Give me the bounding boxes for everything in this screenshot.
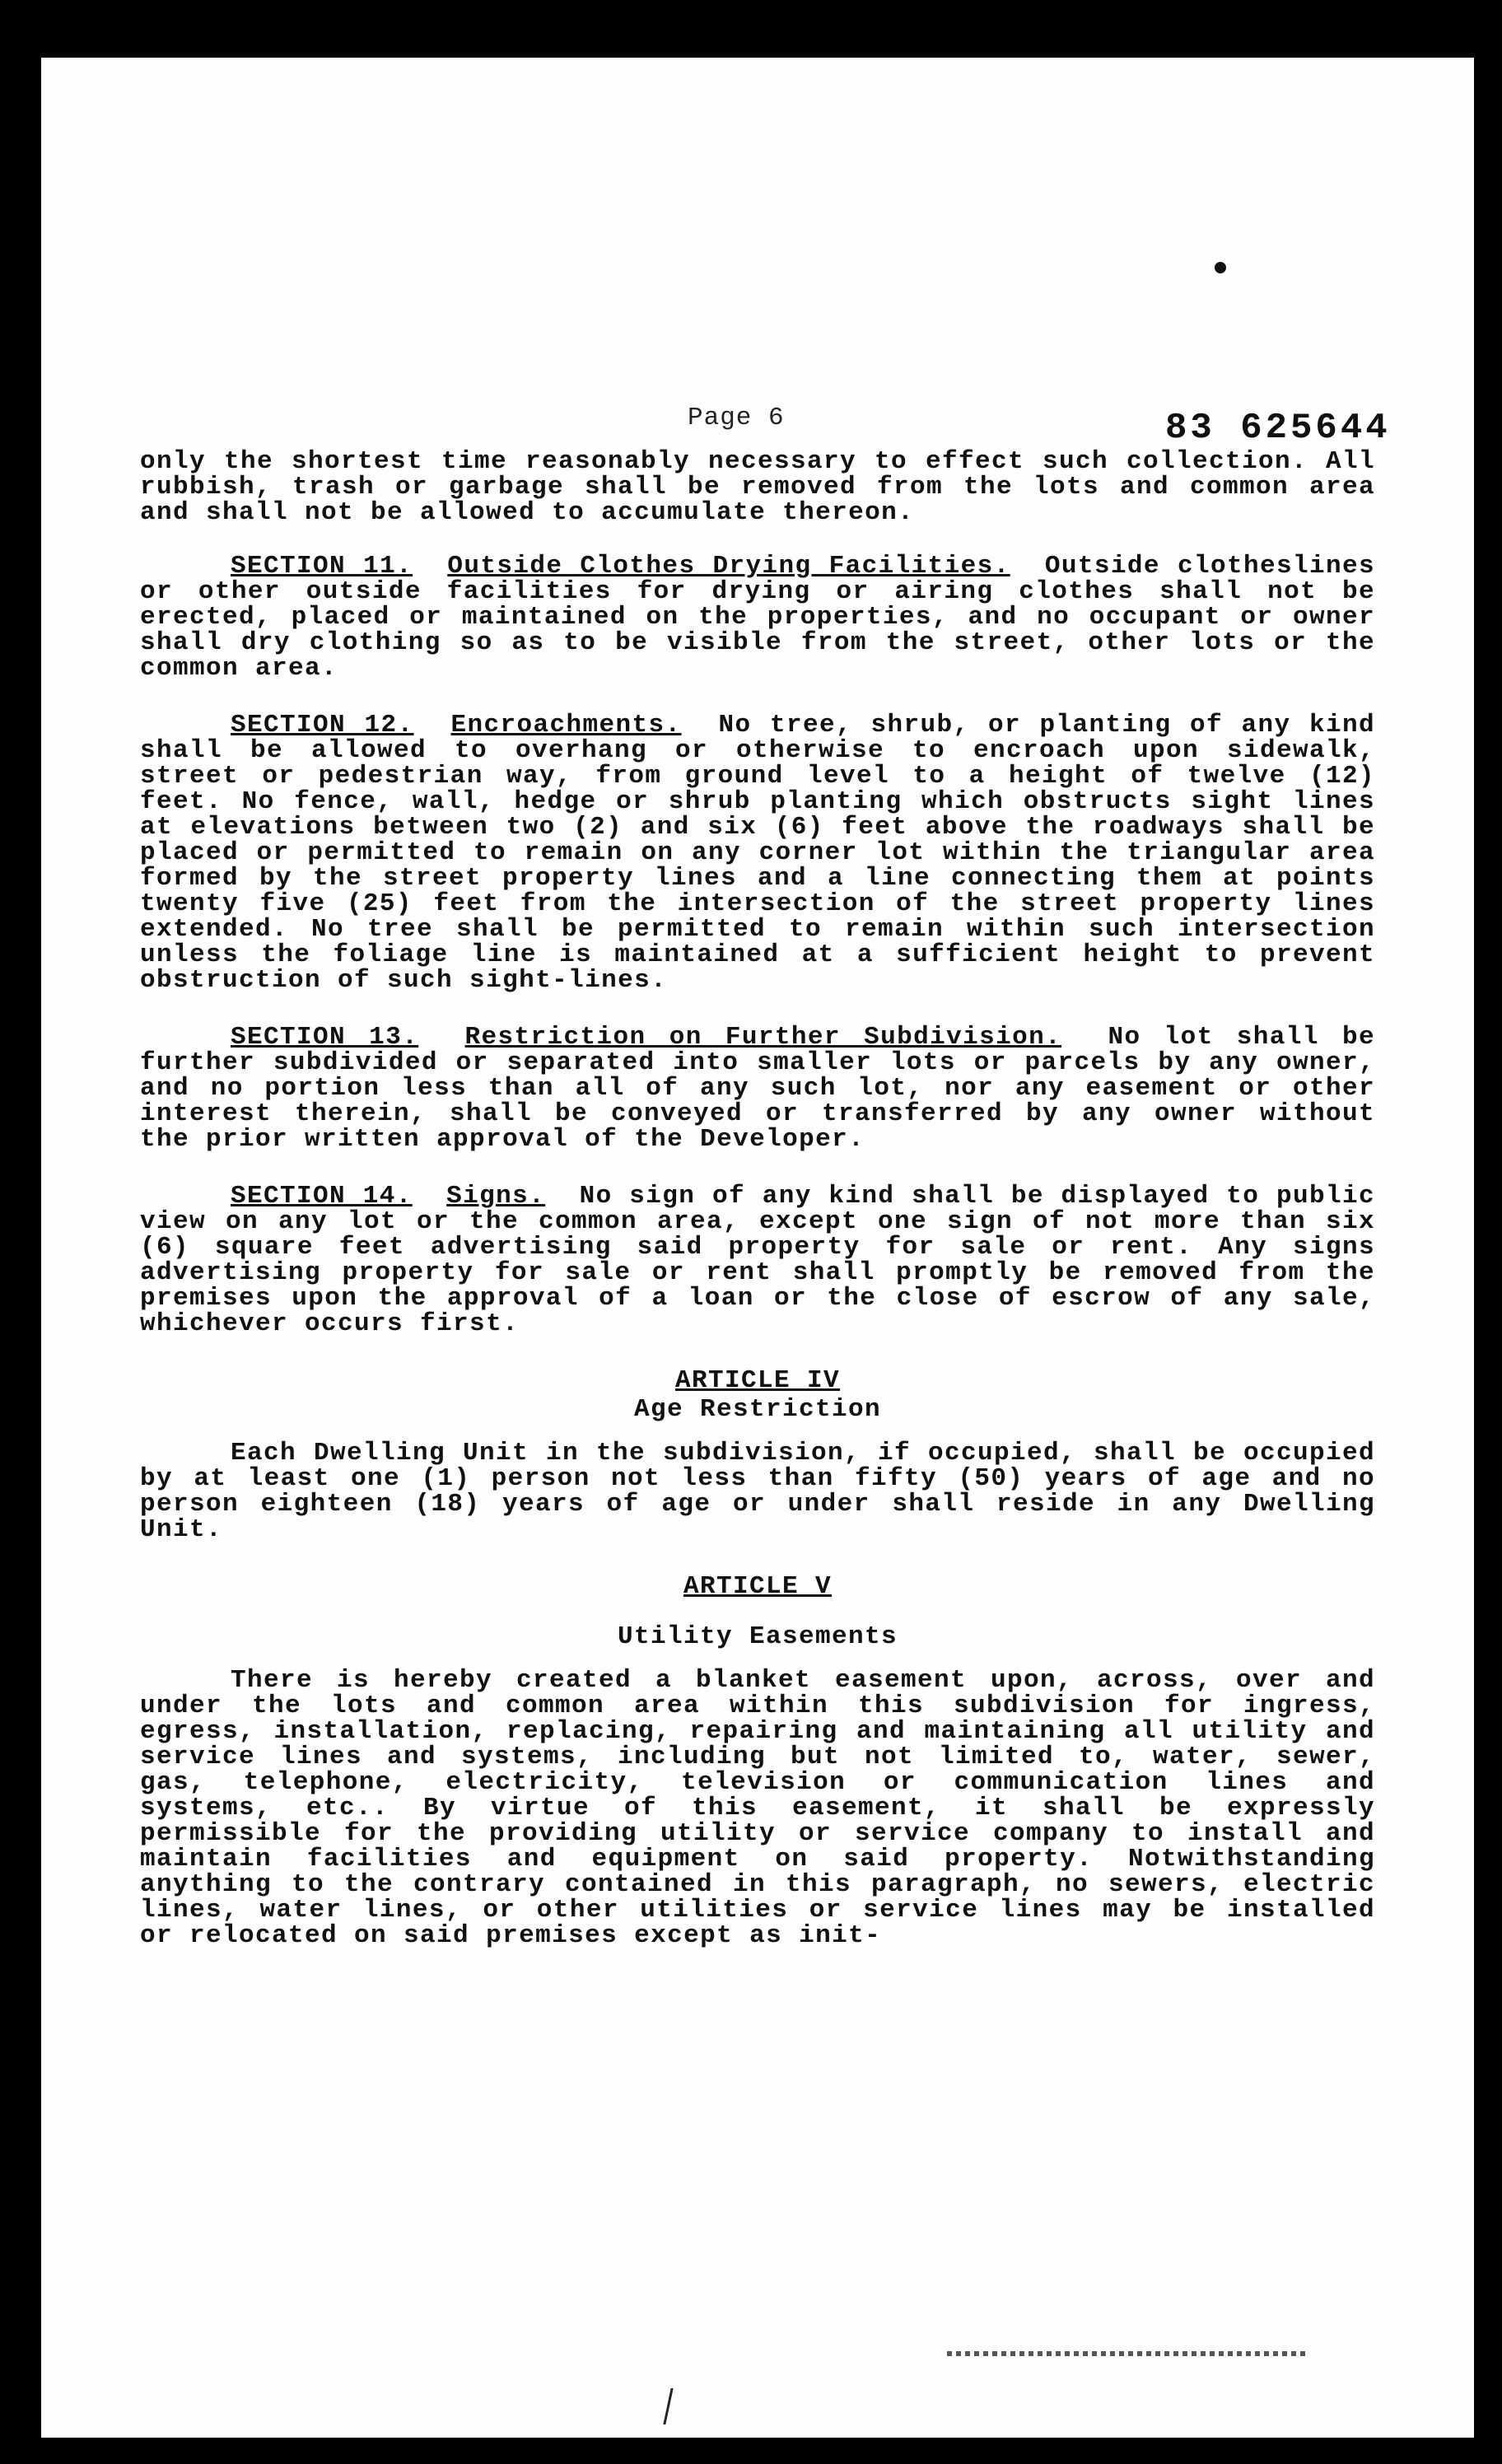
section-body: No tree, shrub, or planting of any kind shall be allowed to overhang or otherwise to encroach upon sidewalk, street or pedestrian way, from ground level to a height of twelve (12) feet. No fence, wall, hedge or shrub planting which obstructs sight lines at elevations between two (2) and six (6) feet above the roadways shall be placed or permitted to remain on any corner lot within the triangular area formed by the street property lines and a line connecting them at points twenty five (25) feet from the intersection of the street property lines extended. No tree shall be permitted to remain within such intersection unless the foliage line is maintained at a sufficient height to prevent obstruction of such sight-lines. [140, 711, 1375, 995]
section-body: No sign of any kind shall be displayed to public view on any lot or the common area, except one sign of not more than six (6) square feet advertising said property for sale or rent. Any signs advertising property for sale or rent shall promptly be removed from the premises upon the approval of a loan or the close of escrow of any sale, whichever occurs first. [140, 1182, 1375, 1338]
section-title: Encroachments. [450, 711, 682, 740]
scan-edge-mark [1474, 807, 1502, 814]
scan-edge-mark [1474, 105, 1502, 112]
document-number: 83 625644 [1165, 408, 1391, 449]
section-title: Restriction on Further Subdivision. [464, 1023, 1062, 1052]
section-body: Outside clotheslines or other outside facilities for drying or airing clothes shall not be erected, placed or maintained on the properties, and no occupant or owner shall dry clothing so as to be visible from the street, other lots or the common area. [140, 552, 1376, 683]
section-14 [140, 1183, 1375, 1337]
scan-noise [947, 2351, 1309, 2356]
scan-edge-mark [1474, 1993, 1502, 2000]
scan-edge-mark [1474, 2149, 1502, 2156]
scan-edge-mark [1474, 2281, 1502, 2288]
section-heading: SECTION 14. [231, 1182, 413, 1211]
article-body: Each Dwelling Unit in the subdivision, if occupied, shall be occupied by at least one (1) person not less than fifty (50) years of age and no person eighteen (18) years of age or under shall reside in any Dwelling Unit. [140, 1439, 1375, 1544]
section-12 [140, 712, 1375, 993]
section-heading: SECTION 11. [231, 552, 413, 581]
section-title: Signs. [446, 1182, 546, 1211]
scan-edge-mark [1474, 1614, 1502, 1621]
article-v-heading [140, 1574, 1375, 1650]
article-body: There is hereby created a blanket easement upon, across, over and under the lots and common area within this subdivision for ingress, egress, installation, replacing, repairing and maintaining all utility and service lines and systems, including but not limited to, water, sewer, gas, telephone, electricity, television or communication lines and systems, etc.. By virtue of this easement, it shall be expressly permissible for the providing utility or service company to install and maintain facilities and equipment on said property. Notwithstanding anything to the contrary contained in this paragraph, no sewers, electric lines, water lines, or other utilities or service lines may be installed or relocated on said premises except as init- [140, 1666, 1375, 1950]
article-v-body [140, 1668, 1375, 1948]
section-13 [140, 1024, 1375, 1152]
scan-speck [1215, 262, 1226, 273]
section-heading: SECTION 12. [231, 711, 414, 740]
scan-edge-mark [1474, 329, 1502, 336]
section-heading: SECTION 13. [231, 1023, 419, 1052]
article-iv-body [140, 1440, 1375, 1542]
section-11 [140, 553, 1375, 681]
section-title: Outside Clothes Drying Facilities. [447, 552, 1010, 581]
page-number: Page 6 [688, 404, 785, 432]
article-subtitle: Age Restriction [633, 1395, 882, 1424]
article-iv-heading [140, 1368, 1375, 1422]
intro-paragraph: only the shortest time reasonably necessary to effect such collection. All rubbish, trash or garbage shall be removed from the lots and common area and shall not be allowed to accumulate thereon. [140, 447, 1375, 527]
article-subtitle: Utility Easements [617, 1622, 898, 1651]
section-body: No lot shall be further subdivided or separated into smaller lots or parcels by any owner, and no portion less than all of any such lot, nor any easement or other interest therein, shall be conveyed or transferred by any owner without the prior written approval of the Developer. [140, 1023, 1375, 1154]
article-title: ARTICLE V [683, 1572, 833, 1601]
article-title: ARTICLE IV [674, 1366, 841, 1395]
scan-edge-mark [1474, 1202, 1502, 1209]
document-body [140, 449, 1375, 1980]
